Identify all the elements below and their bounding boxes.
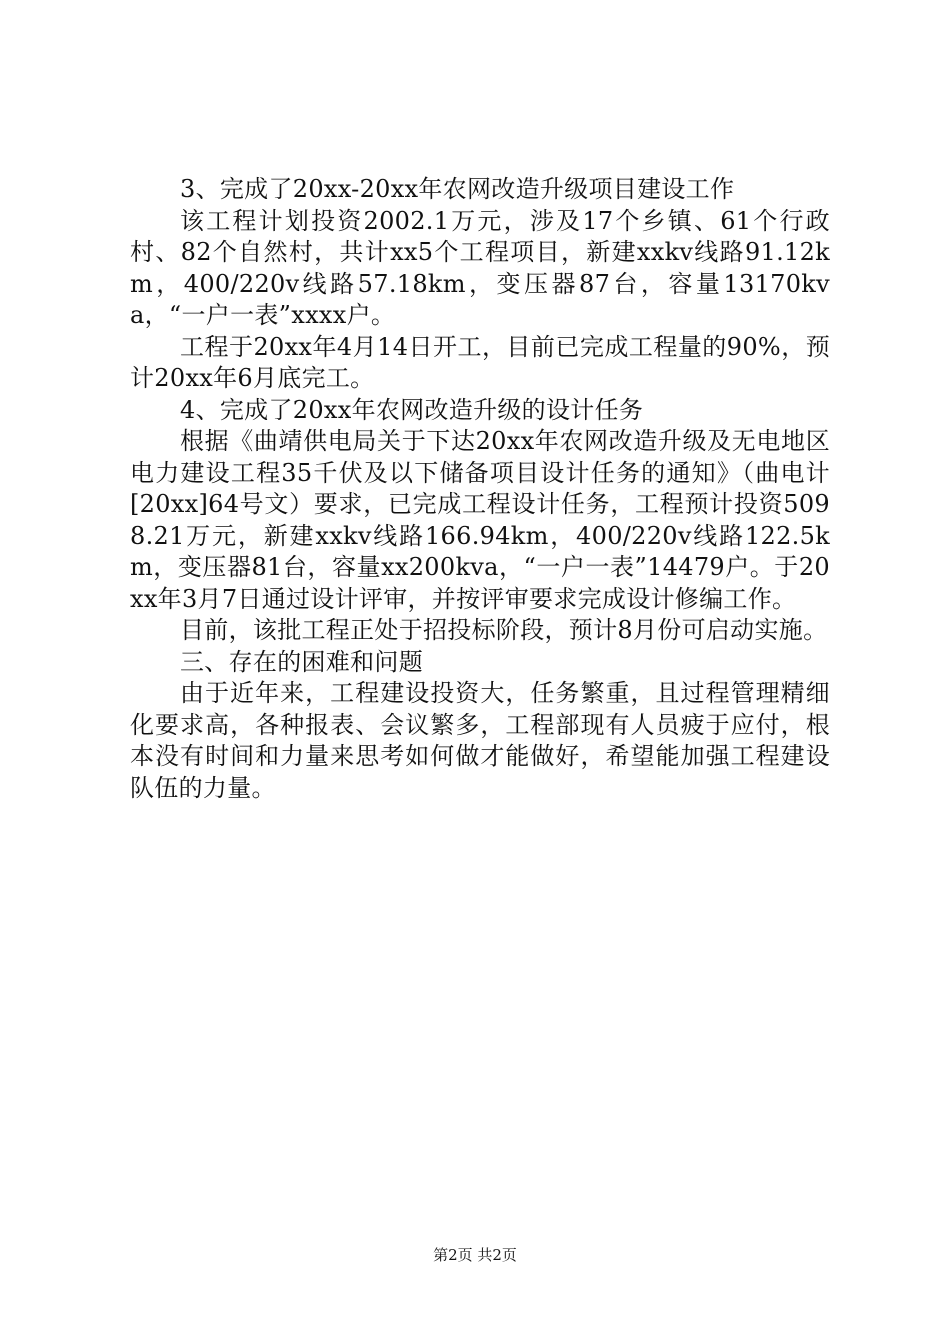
paragraph-difficulties: 由于近年来，工程建设投资大，任务繁重，且过程管理精细化要求高，各种报表、会议繁多，工程部现有人员疲于应付，根本没有时间和力量来思考如何做才能做好，希望能加强工程建设队伍的力量。: [130, 679, 830, 802]
document-body: [130, 174, 830, 804]
paragraph-construction-progress: 工程于20xx年4月14日开工，目前已完成工程量的90%，预计20xx年6月底完工。: [130, 332, 830, 392]
paragraph-bidding-status: 目前，该批工程正处于招投标阶段，预计8月份可启动实施。: [180, 616, 828, 644]
section-heading-4: 4、完成了20xx年农网改造升级的设计任务: [180, 395, 644, 424]
section-heading-3: 3、完成了20xx-20xx年农网改造升级项目建设工作: [180, 175, 735, 203]
page-footer: 第2页 共2页: [433, 1246, 517, 1264]
paragraph-design-task: 根据《曲靖供电局关于下达20xx年农网改造升级及无电地区电力建设工程35千伏及以下储备项目设计任务的通知》（曲电计[20xx]64号文）要求，已完成工程设计任务，工程预计投资5098.21万元，新建xxkv线路166.94km，400/220v线路122.5km，变压器81台，容量xx200kva，“一户一表”14479户。于20xx年3月7日通过设计评审，并按评审要求完成设计修编工作。: [130, 427, 830, 613]
section-heading-difficulties: 三、存在的困难和问题: [180, 647, 423, 676]
paragraph-project-investment: 该工程计划投资2002.1万元，涉及17个乡镇、61个行政村、82个自然村，共计xx5个工程项目，新建xxkv线路91.12km，400/220v线路57.18km，变压器87台，容量13170kva，“一户一表”xxxx户。: [130, 206, 830, 329]
